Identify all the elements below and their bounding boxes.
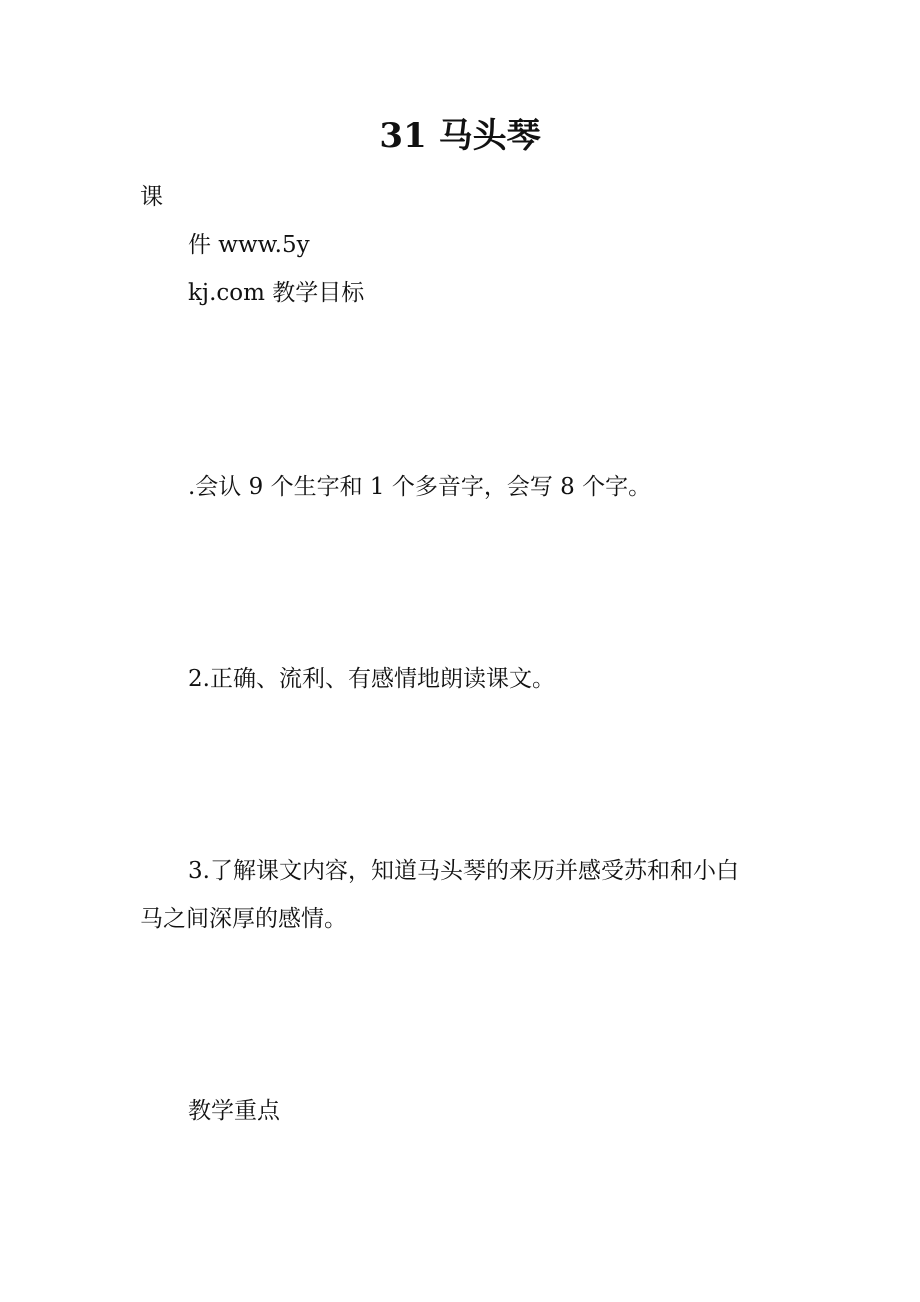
section-heading-key-points: 教学重点 <box>188 1098 280 1124</box>
section-heading-teaching-goals: kj.com 教学目标 <box>188 280 365 306</box>
text-line-1: 课 <box>140 184 163 210</box>
goal-item-3-line-2: 马之间深厚的感情。 <box>140 906 347 932</box>
goal-item-1: .会认 9 个生字和 1 个多音字，会写 8 个字。 <box>188 474 652 500</box>
goal-item-3-line-1: 3.了解课文内容，知道马头琴的来历并感受苏和和小白 <box>188 858 739 884</box>
goal-item-2: 2.正确、流利、有感情地朗读课文。 <box>188 666 555 692</box>
page-title: 31 马头琴 <box>379 116 541 156</box>
text-line-2: 件 www.5y <box>188 232 310 258</box>
